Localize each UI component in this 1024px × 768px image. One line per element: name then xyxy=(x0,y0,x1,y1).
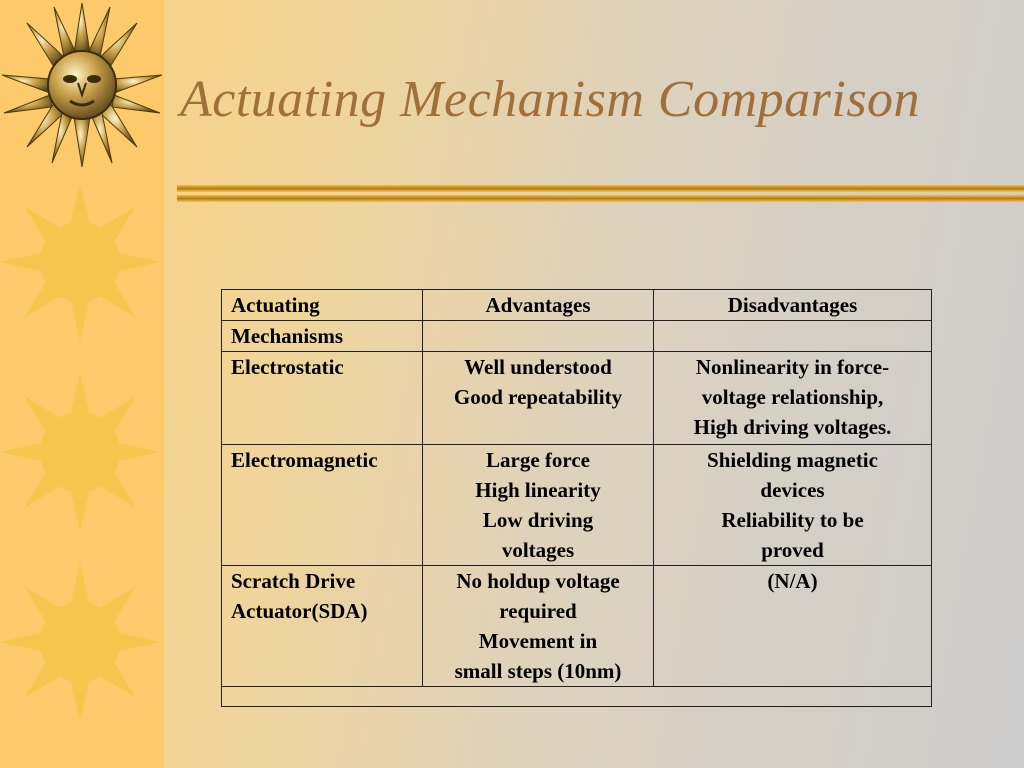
table-empty-row xyxy=(222,687,932,707)
table-row-electrostatic xyxy=(222,352,932,445)
title-divider xyxy=(177,183,1024,205)
disadvantages-cell xyxy=(654,445,932,566)
cell-text: Nonlinearity in force- xyxy=(695,355,890,379)
table-header-row-continued xyxy=(222,321,932,352)
cell-text: voltage relationship, xyxy=(701,385,884,409)
cell-text: proved xyxy=(761,538,824,562)
empty-cell xyxy=(423,321,654,352)
cell-text: High linearity xyxy=(475,478,601,502)
slide-title: Actuating Mechanism Comparison xyxy=(180,71,921,128)
cell-text: Shielding magnetic xyxy=(707,448,878,472)
cell-text: voltages xyxy=(501,538,575,562)
table-row-electromagnetic xyxy=(222,445,932,566)
mechanism-cell xyxy=(222,352,423,445)
cell-text: Electromagnetic xyxy=(231,448,378,472)
header-cell-mechanisms: Actuating xyxy=(222,290,423,321)
cell-text: required xyxy=(499,599,577,623)
header-cell-disadvantages: Disadvantages xyxy=(654,290,932,321)
header-cell-mechanisms-continued: Mechanisms xyxy=(222,321,423,352)
cell-text: small steps (10nm) xyxy=(454,659,622,683)
cell-text: Well understood xyxy=(464,355,612,379)
disadvantages-cell xyxy=(654,566,932,687)
comparison-table xyxy=(221,289,932,707)
cell-text: No holdup voltage xyxy=(456,569,620,593)
advantages-cell xyxy=(423,445,654,566)
mechanism-cell xyxy=(222,566,423,687)
cell-text: Low driving xyxy=(482,508,594,532)
cell-text: Movement in xyxy=(478,629,598,653)
empty-cell xyxy=(222,687,932,707)
cell-text: Electrostatic xyxy=(231,355,344,379)
table-header-row xyxy=(222,290,932,321)
cell-text: Good repeatability xyxy=(453,385,623,409)
cell-text: High driving voltages. xyxy=(693,415,892,439)
cell-text: Reliability to be xyxy=(721,508,864,532)
sun-decoration-icon xyxy=(0,0,164,768)
cell-text: Actuator(SDA) xyxy=(231,599,368,623)
header-cell-advantages: Advantages xyxy=(423,290,654,321)
mechanism-cell xyxy=(222,445,423,566)
cell-text: Large force xyxy=(486,448,590,472)
advantages-cell xyxy=(423,352,654,445)
table-row-scratch-drive-actuator xyxy=(222,566,932,687)
cell-text: devices xyxy=(760,478,825,502)
disadvantages-cell xyxy=(654,352,932,445)
cell-text: Scratch Drive xyxy=(231,569,356,593)
empty-cell xyxy=(654,321,932,352)
advantages-cell xyxy=(423,566,654,687)
cell-text: (N/A) xyxy=(767,569,818,593)
